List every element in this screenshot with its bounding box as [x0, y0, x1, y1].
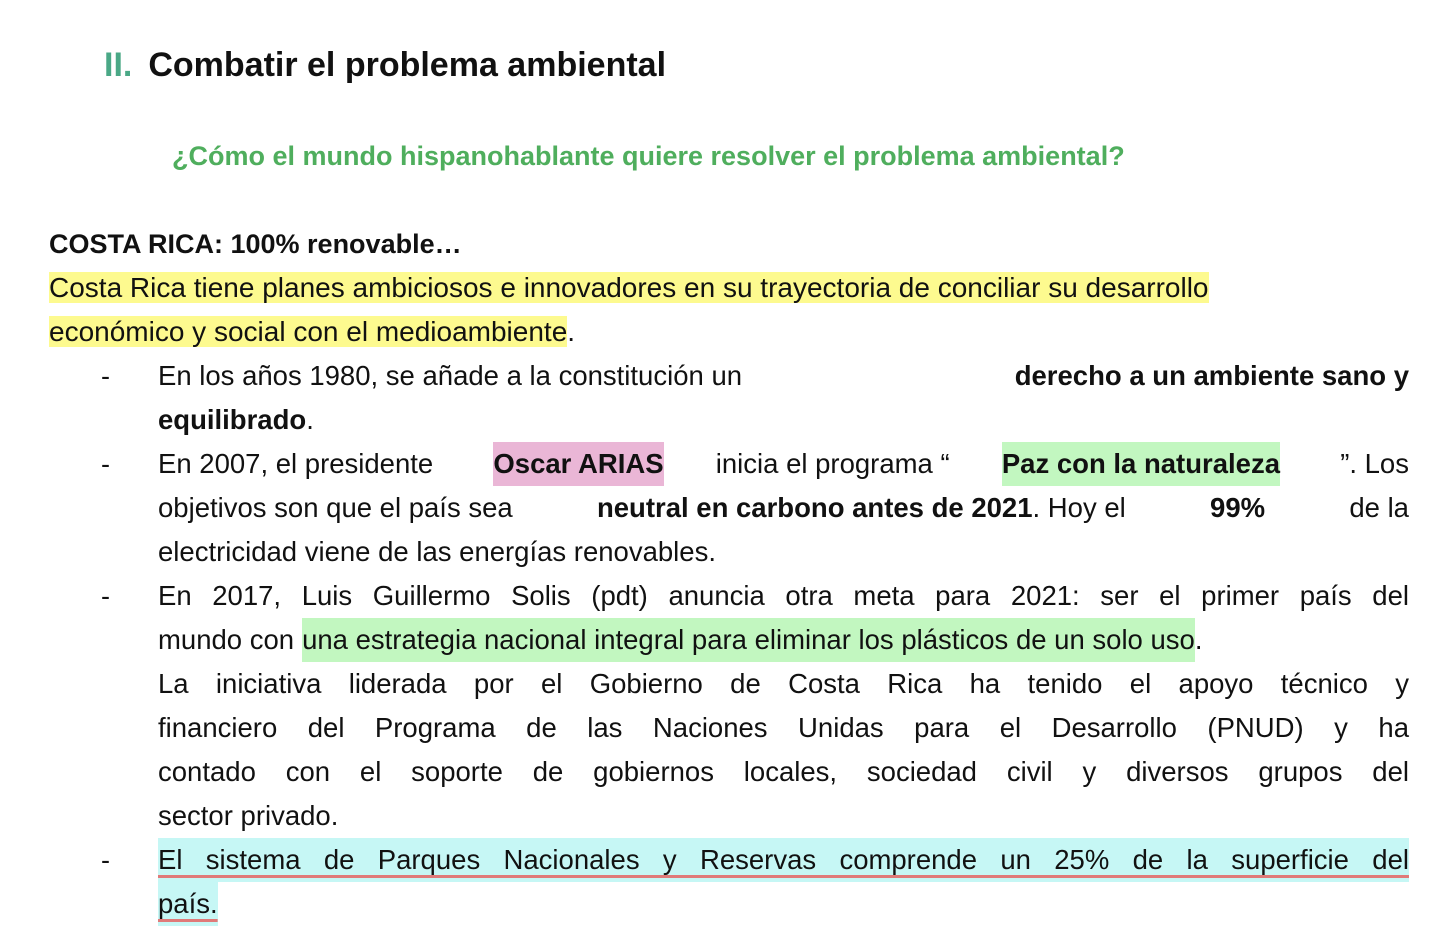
subheading-question: ¿Cómo el mundo hispanohablante quiere resolver el problema ambiental?: [172, 141, 1125, 171]
program-name-highlight: Paz con la naturaleza: [1002, 442, 1280, 486]
intro-line: [49, 310, 1409, 354]
bullet-line: [158, 398, 1409, 442]
bullet-dash: -: [101, 581, 110, 611]
bullet-line: [158, 882, 1409, 926]
intro-highlight: Costa Rica tiene planes ambiciosos e innovadores en su trayectoria de conciliar su desarrollo: [49, 272, 1209, 303]
bullet-item: [49, 838, 1409, 926]
heading-title: Combatir el problema ambiental: [148, 46, 667, 84]
bullet-line: [158, 662, 1409, 706]
text-fragment: sector privado.: [158, 800, 339, 831]
intro-highlight: económico y social con el medioambiente: [49, 316, 568, 347]
bold-fragment: equilibrado: [158, 404, 307, 435]
strategy-highlight: una estrategia nacional integral para eliminar los plásticos de un solo uso: [302, 618, 1195, 662]
bullet-line: [158, 574, 1409, 618]
heading-number: II.: [104, 46, 133, 84]
bullet-line: [158, 354, 1409, 398]
bullet-line: [158, 486, 1409, 530]
bullet-line: [158, 618, 1409, 662]
parks-highlight: El sistema de Parques Nacionales y Reservas comprende un 25% de la superficie del: [158, 838, 1409, 882]
bullet-item: [49, 442, 1409, 574]
bold-fragment: 99%: [1210, 492, 1266, 523]
bullet-item: [49, 574, 1409, 838]
bullet-line: [158, 530, 1409, 574]
text-fragment: inicia el programa “: [715, 448, 950, 479]
bullet-line: [158, 838, 1409, 882]
text-fragment: . Hoy el: [1032, 492, 1126, 523]
president-name-highlight: Oscar ARIAS: [493, 442, 663, 486]
text-fragment: En los años 1980, se añade a la constitución un: [158, 360, 743, 391]
intro-period: .: [567, 316, 576, 347]
parks-highlight: país.: [158, 882, 218, 926]
bullet-dash: -: [101, 845, 110, 875]
intro-paragraph: [49, 266, 1409, 354]
text-fragment: La iniciativa liderada por el Gobierno de Costa Rica ha tenido el apoyo técnico y: [158, 668, 1409, 699]
bullet-item: [49, 354, 1409, 442]
bullet-dash: -: [101, 361, 110, 391]
bullet-list: [49, 354, 1409, 926]
text-fragment: financiero del Programa de las Naciones Unidas para el Desarrollo (PNUD) y ha: [158, 712, 1409, 743]
section-heading: [104, 40, 666, 90]
text-fragment: objetivos son que el país sea: [158, 492, 513, 523]
text-fragment: mundo con: [158, 624, 295, 655]
text-fragment: contado con el soporte de gobiernos locales, sociedad civil y diversos grupos del: [158, 756, 1409, 787]
bold-fragment: derecho a un ambiente sano y: [1014, 360, 1409, 391]
text-fragment: ”. Los: [1340, 448, 1409, 479]
text-fragment: .: [306, 404, 314, 435]
text-fragment: de la: [1349, 492, 1409, 523]
text-fragment: En 2007, el presidente: [158, 448, 434, 479]
bullet-line: [158, 706, 1409, 750]
bold-fragment: neutral en carbono antes de 2021: [596, 492, 1033, 523]
bullet-line: [158, 750, 1409, 794]
text-fragment: electricidad viene de las energías renovables.: [158, 536, 716, 567]
intro-line: [49, 266, 1409, 310]
text-fragment: .: [1194, 624, 1203, 655]
text-group: [597, 486, 1126, 530]
bullet-dash: -: [101, 449, 110, 479]
bullet-line: [158, 442, 1409, 486]
text-fragment: En 2017, Luis Guillermo Solis (pdt) anuncia otra meta para 2021: ser el primer país del: [158, 580, 1409, 611]
bullet-line: [158, 794, 1409, 838]
costa-rica-title: COSTA RICA: 100% renovable…: [49, 229, 462, 259]
